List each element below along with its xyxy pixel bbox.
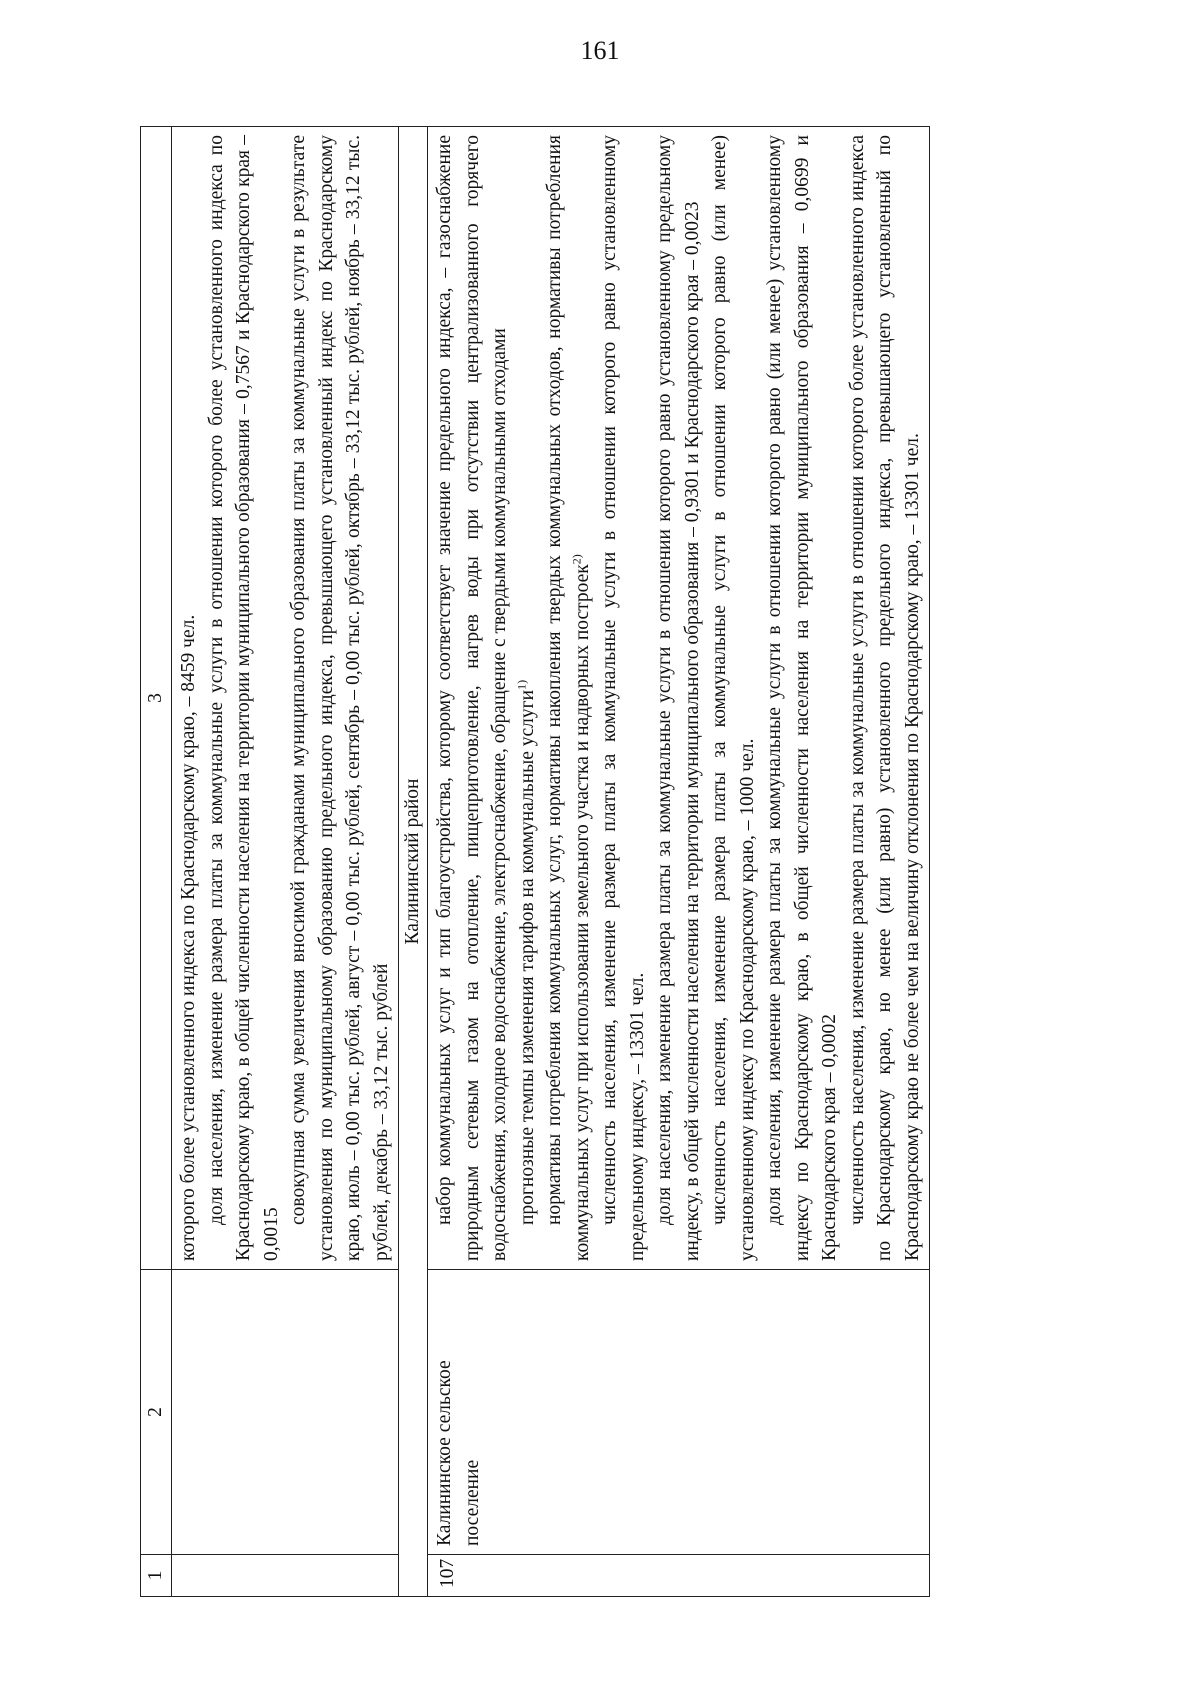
row-name: Калининское сельское поселение — [428, 1270, 930, 1555]
row-paragraph: доля населения, изменение размера платы за коммунальные услуги в отношении которого равно (или менее) установленному индексу по Краснодарскому краю, в общей численности населения на территории муниципального образования – 0,0699 и Краснодарского края – 0,0002 — [764, 135, 840, 1261]
row-paragraph: нормативы потребления коммунальных услуг, нормативы накопления твердых коммунальных отходов, нормативы потребления коммунальных услуг при использовании земельного участка и надворных построек$^{2)}$ — [544, 135, 593, 1261]
continuation-paragraph: которого более установленного индекса по Краснодарскому краю, – 8459 чел. — [178, 614, 199, 1261]
row-paragraph: численность населения, изменение размера платы за коммунальные услуги в отношении которого равно установленному предельному индексу, – 13301 чел. — [599, 135, 648, 1261]
table-row — [428, 127, 930, 1597]
continuation-cell-name — [172, 1270, 399, 1555]
section-title: Калининский район — [399, 127, 428, 1597]
row-paragraph: численность населения, изменение размера платы за коммунальные услуги в отношении которого равно (или менее) установленному индексу по Краснодарскому краю, – 1000 чел. — [709, 135, 758, 1261]
row-description — [428, 127, 930, 1270]
header-row — [141, 127, 172, 1597]
header-col-3: 3 — [141, 127, 172, 1270]
row-paragraph: прогнозные темпы изменения тарифов на коммунальные услуги$^{1)}$ — [514, 679, 538, 1225]
tariff-table — [140, 126, 930, 1597]
page-number: 161 — [580, 36, 620, 65]
rotated-table-container — [140, 127, 1092, 1597]
row-paragraph: численность населения, изменение размера платы за коммунальные услуги в отношении которого более установленного индекса по Краснодарскому краю, но менее (или равно) установленного предельного индекса, превышающего установленный по Краснодарскому краю не более чем на величину отклонения по Краснодарскому краю, – 13301 чел. — [846, 135, 923, 1261]
continuation-paragraph: доля населения, изменение размера платы за коммунальные услуги в отношении которого более установленного индекса по Краснодарскому краю, в общей численности населения на территории муниципального образования – 0,7567 и Краснодарского края – 0,0015 — [205, 135, 282, 1261]
footnote-marker: 1) — [514, 679, 528, 690]
row-paragraph: доля населения, изменение размера платы за коммунальные услуги в отношении которого равно установленному предельному индексу, в общей численности населения на территории муниципального образования – 0,9301 и Краснодарского края – 0,0023 — [654, 135, 703, 1261]
header-col-1: 1 — [141, 1555, 172, 1597]
continuation-cell-number — [172, 1555, 399, 1597]
section-row — [399, 127, 428, 1597]
continuation-cell-text — [172, 127, 399, 1270]
header-col-2: 2 — [141, 1270, 172, 1555]
row-paragraph: набор коммунальных услуг и тип благоустройства, которому соответствует значение предельного индекса, – газоснабжение природным сетевым газом на отопление, пищеприготовление, нагрев воды при отсутствии централизованного горячего водоснабжения, холодное водоснабжение, электроснабжение, обращение с твердыми коммунальными отходами — [434, 135, 510, 1261]
row-number: 107 — [428, 1555, 930, 1597]
continuation-row — [172, 127, 399, 1597]
footnote-marker: 2) — [569, 554, 583, 565]
continuation-paragraph: совокупная сумма увеличения вносимой гражданами муниципального образования платы за коммунальные услуги в результате установления по муниципальному образованию предельного индекса, превышающего установленный индекс по Краснодарскому краю, июль – 0,00 тыс. рублей, август – 0,00 тыс. рублей, сентябрь – 0,00 тыс. рублей, октябрь – 33,12 тыс. рублей, ноябрь – 33,12 тыс. рублей, декабрь – 33,12 тыс. рублей — [288, 135, 392, 1261]
